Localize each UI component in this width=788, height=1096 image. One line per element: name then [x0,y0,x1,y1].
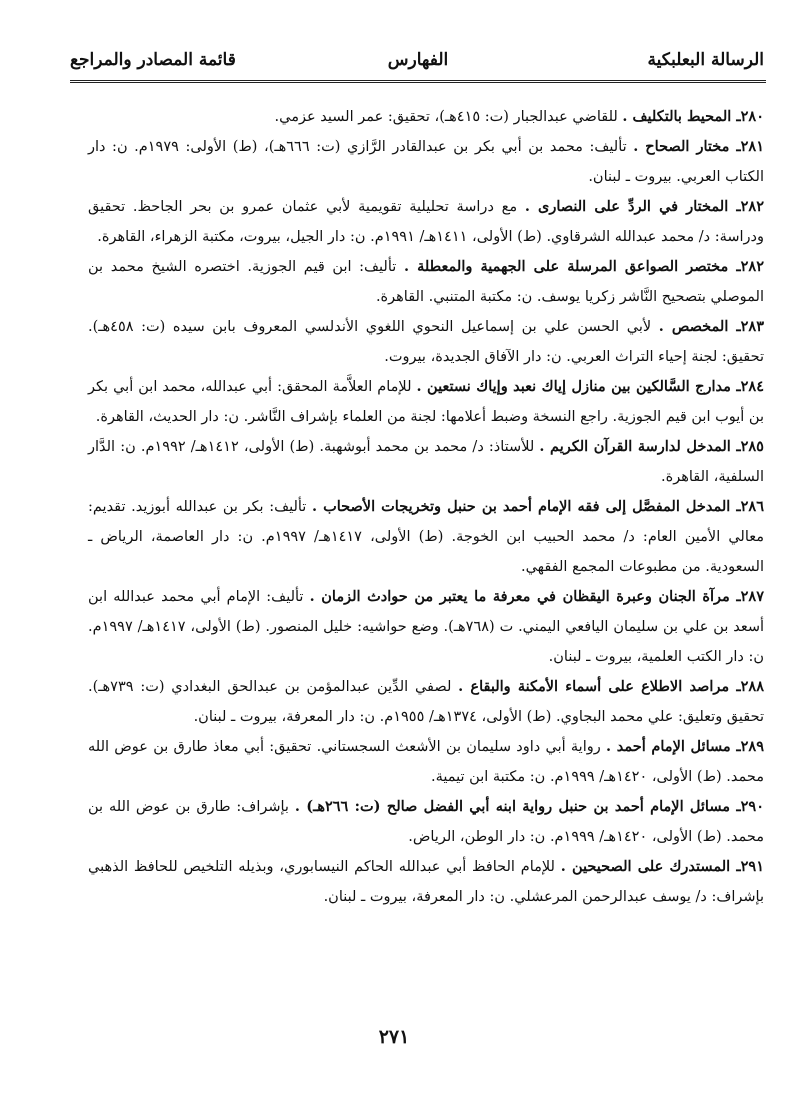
entry-details: للإمام الحافظ أبي عبدالله الحاكم النيسابوري، وبذيله التلخيص للحافظ الذهبي بإشراف: د/ يوسف عبدالرحمن المرعشلي. ن: دار المعرفة، بيروت ـ لبنان. [88,859,764,905]
bibliography-entry [88,372,764,432]
running-header [70,40,766,83]
chapter-title: قائمة المصادر والمراجع [70,50,236,70]
bibliography-entry [88,432,764,492]
entry-details: للأستاذ: د/ محمد بن محمد أبوشهبة. (ط) الأولى، ١٤١٢هـ/ ١٩٩٢م. ن: الدَّار السلفية، القاهرة. [88,439,764,485]
entry-title: ٢٨٢ـ مختصر الصواعق المرسلة على الجهمية والمعطلة . [403,258,764,275]
entry-details: رواية أبي داود سليمان بن الأشعث السجستاني. تحقيق: أبي معاذ طارق بن عوض الله محمد. (ط) الأولى، ١٤٢٠هـ/ ١٩٩٩م. ن: مكتبة ابن تيمية. [88,739,764,785]
bibliography-entry [88,492,764,582]
entry-title: ٢٨٨ـ مراصد الاطلاع على أسماء الأمكنة والبقاع . [458,678,764,695]
bibliography-entry [88,732,764,792]
entry-title: ٢٨١ـ مختار الصحاح . [633,138,765,155]
entry-details: تأليف: الإمام أبي محمد عبدالله ابن أسعد بن علي بن سليمان اليافعي اليمني. ت (٧٦٨هـ). وضع حواشيه: خليل المنصور. (ط) الأولى، ١٤١٧هـ/ ١٩٩٧م. ن: دار الكتب العلمية، بيروت ـ لبنان. [88,589,765,665]
bibliography-list [88,102,764,912]
bibliography-entry [88,582,764,672]
section-title: الفهارس [387,50,449,70]
bibliography-entry [88,102,764,132]
entry-details: تأليف: محمد بن أبي بكر بن عبدالقادر الرَّازي (ت: ٦٦٦هـ)، (ط) الأولى: ١٩٧٩م. ن: دار الكتاب العربي. بيروت ـ لبنان. [88,139,764,185]
entry-details: للإمام العلاَّمة المحقق: أبي عبدالله، محمد ابن أبي بكر بن أيوب ابن قيم الجوزية. راجع النسخة وضبط أعلامها: لجنة من العلماء بإشراف النَّاشر. ن: دار الحديث، القاهرة. [88,379,764,425]
bibliography-entry [88,852,764,912]
bibliography-entry [88,792,764,852]
entry-title: ٢٩٠ـ مسائل الإمام أحمد بن حنبل رواية ابنه أبي الفضل صالح (ت: ٢٦٦هـ) . [294,798,764,815]
entry-title: ٢٨٣ـ المخصص . [658,318,764,335]
entry-details: للقاضي عبدالجبار (ت: ٤١٥هـ)، تحقيق: عمر السيد عزمي. [274,109,623,125]
book-title: الرسالة البعلبكية [647,50,764,70]
entry-title: ٢٨٧ـ مرآة الجنان وعبرة اليقظان في معرفة ما يعتبر من حوادث الزمان . [309,588,764,605]
bibliography-entry [88,312,764,372]
entry-title: ٢٨٤ـ مدارج السَّالكين بين منازل إياك نعبد وإياك نستعين . [416,378,764,395]
page-number: ٢٧١ [378,1026,410,1048]
entry-details: لصفي الدِّين عبدالمؤمن بن عبدالحق البغدادي (ت: ٧٣٩هـ). تحقيق وتعليق: علي محمد البجاوي. (ط) الأولى، ١٣٧٤هـ/ ١٩٥٥م. ن: دار المعرفة، بيروت ـ لبنان. [88,679,764,725]
entry-details: بإشراف: طارق بن عوض الله بن محمد. (ط) الأولى، ١٤٢٠هـ/ ١٩٩٩م. ن: دار الوطن، الرياض. [88,799,764,845]
entry-title: ٢٩١ـ المستدرك على الصحيحين . [560,858,764,875]
entry-details: تأليف: ابن قيم الجوزية. اختصره الشيخ محمد بن الموصلي بتصحيح النَّاشر زكريا يوسف. ن: مكتبة المتنبي. القاهرة. [88,259,764,305]
bibliography-entry [88,192,764,252]
entry-title: ٢٨٢ـ المختار في الردِّ على النصارى . [524,198,764,215]
entry-details: تأليف: بكر بن عبدالله أبوزيد. تقديم: معالي الأمين العام: د/ محمد الحبيب ابن الخوجة. (ط) الأولى، ١٤١٧هـ/ ١٩٩٧م. ن: دار العاصمة، الرياض ـ السعودية. من مطبوعات المجمع الفقهي. [88,499,765,575]
entry-title: ٢٨٦ـ المدخل المفصَّل إلى فقه الإمام أحمد بن حنبل وتخريجات الأصحاب . [311,498,764,515]
entry-title: ٢٨٩ـ مسائل الإمام أحمد . [606,738,765,755]
entry-title: ٢٨٥ـ المدخل لدارسة القرآن الكريم . [539,438,764,455]
bibliography-entry [88,132,764,192]
bibliography-entry [88,252,764,312]
entry-title: ٢٨٠ـ المحيط بالتكليف . [622,108,764,125]
bibliography-entry [88,672,764,732]
entry-details: مع دراسة تحليلية تقويمية لأبي عثمان عمرو بن بحر الجاحظ. تحقيق ودراسة: د/ محمد عبدالله الشرقاوي. (ط) الأولى، ١٤١١هـ/ ١٩٩١م. ن: دار الجيل، بيروت، مكتبة الزهراء، القاهرة. [88,199,764,245]
entry-details: لأبي الحسن علي بن إسماعيل النحوي اللغوي الأندلسي المعروف بابن سيده (ت: ٤٥٨هـ). تحقيق: لجنة إحياء التراث العربي. ن: دار الآفاق الجديدة، بيروت. [88,319,764,365]
